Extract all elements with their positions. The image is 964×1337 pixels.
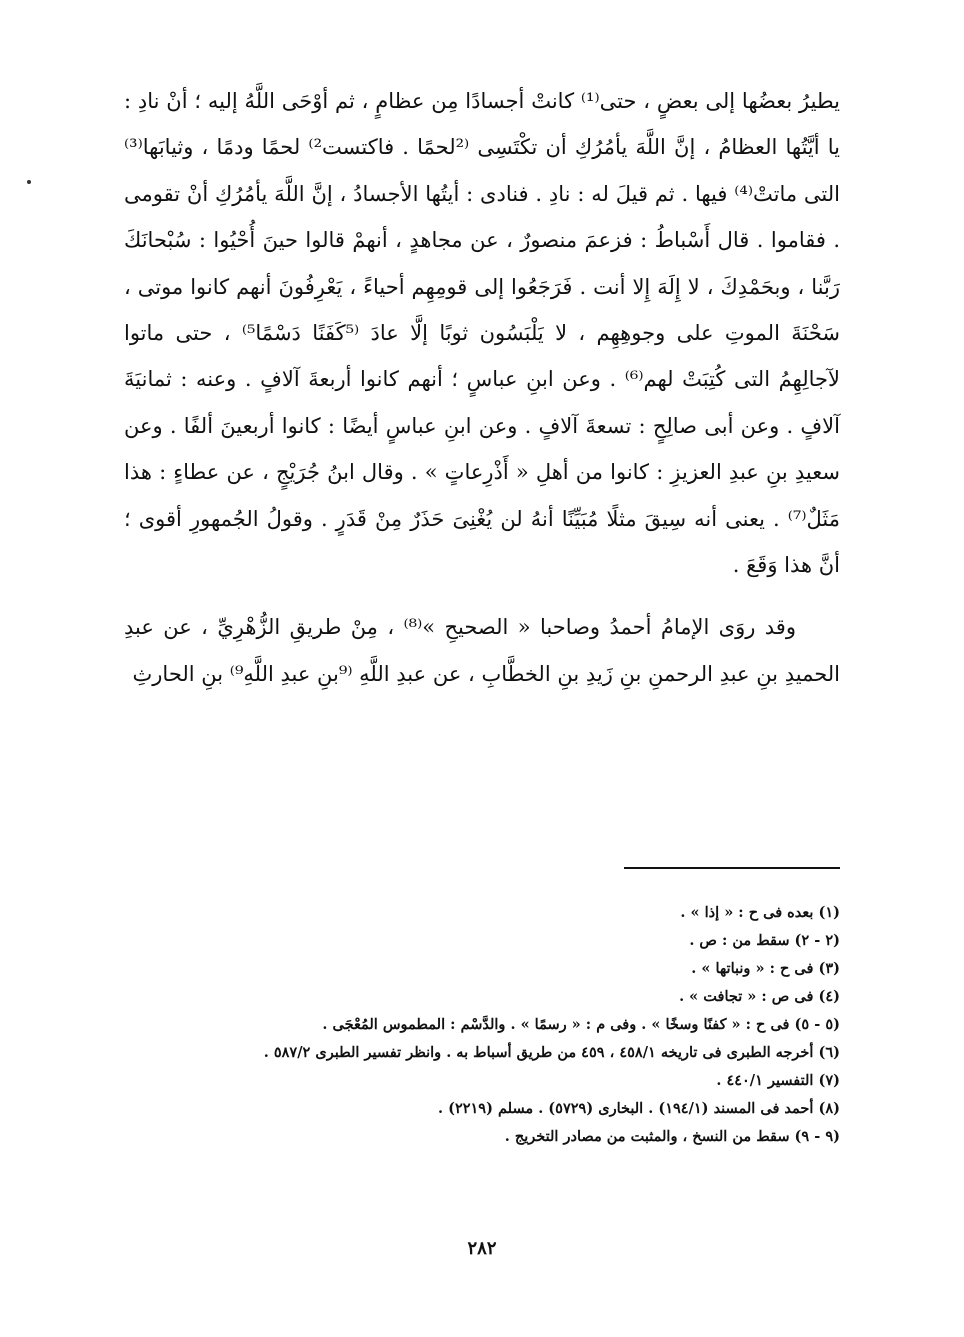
footnote-6: (٦) أخرجه الطبرى فى تاريخه ٤٥٨/١ ، ٤٥٩ من طريق أسباط به . وانظر تفسير الطبرى ٥٨٧/٢ . [263,1044,840,1061]
footnote-separator [624,867,840,869]
paragraph-2: وقد روَى الإمامُ أحمدُ وصاحبا « الصحيحِ »⁽⁸⁾ ، مِنْ طريقِ الزُّهْرِيِّ ، عن عبدِ الحميدِ بنِ عبدِ الرحمنِ بنِ زَيدِ بنِ الخطَّابِ ، عن عبدِ اللَّهِ ⁽⁹بنِ عبدِ اللَّهِ⁹⁾ بنِ الحارثِ [124,615,840,686]
footnote-2: (٢ - ٢) سقط من : ص . [689,932,840,949]
paragraph-1: يطيرُ بعضُها إلى بعضٍ ، حتى⁽¹⁾ كانتْ أجسادًا مِن عظامٍ ، ثم أوْحَى اللَّهُ إليه ؛ أنْ نادِ : يا أيَّتُها العظامُ ، إنَّ اللَّهَ يأمُرُكِ أن تكْتَسِى ⁽²لحمًا . فاكتست²⁾ لحمًا ودمًا ، وثيابَها⁽³⁾ التى ماتتْ⁽⁴⁾ فيها . ثم قيلَ له : نادِ . فنادى : أيتُها الأجسادُ ، إنَّ اللَّهَ يأمُرُكِ أنْ تقومى . فقاموا . قال أَسْباطُ : فزعمَ منصورٌ ، عن مجاهدٍ ، أنهمْ قالوا حينَ أُحْيُوا : سُبْحانَكَ رَبَّنا ، وبحَمْدِكَ ، لا إِلَهَ إِلا أنت . فَرَجَعُوا إلى قومِهِم أحياءً ، يَعْرِفُونَ أنهم كانوا موتى ، سَحْنَةَ الموتِ على وجوهِهِم ، لا يَلْبَسُون ثوبًا إلَّا عادَ ⁽⁵كَفَنًا دَسْمًا⁵⁾ ، حتى ماتوا لآجالِهِمُ التى كُتِبَتْ لهم⁽⁶⁾ . وعن ابنِ عباسٍ ؛ أنهم كانوا أربعةَ آلافٍ . وعنه : ثمانيَةَ آلافٍ . وعن أبى صالِحٍ : تسعةَ آلافٍ . وعن ابنِ عباسٍ أيضًا : كانوا أربعينَ ألفًا . وعن سعيدِ بنِ عبدِ العزيزِ : كانوا من أهلِ « أَذْرِعاتٍ » . وقال ابنُ جُرَيْجٍ ، عن عطاءٍ : هذا مَثَلٌ⁽⁷⁾ . يعنى أنه سِيقَ مثلًا مُبَيِّنًا أنهُ لن يُغْنِىَ حَذَرٌ مِنْ قَدَرٍ . وقولُ الجُمهورِ أقوى ؛ أنَّ هذا وَقَعَ . [124,89,841,578]
footnote-4: (٤) فى ص : « تجافت » . [679,988,840,1005]
footnote-3: (٣) فى ح : « ونباتها » . [691,960,840,977]
page-number: ٢٨٢ [467,1238,497,1259]
footnote-9: (٩ - ٩) سقط من النسخ ، والمثبت من مصادر التخريج . [504,1128,840,1145]
footnote-1: (١) بعده فى ح : « إذا » . [680,904,840,921]
footnote-5: (٥ - ٥) فى ح : « كفنًا وسخًا » . وفى م : « رسمًا » . والدَّسْم : المطموس المُعْجَى . [322,1016,840,1033]
footnotes [124,899,840,1151]
footnote-8: (٨) أحمد فى المسند (١٩٤/١) . البخارى (٥٧٢٩) . مسلم (٢٢١٩) . [437,1100,840,1117]
scan-speck [27,180,31,184]
main-text [124,78,840,697]
footnote-7: (٧) التفسير ٤٤٠/١ . [716,1072,840,1089]
